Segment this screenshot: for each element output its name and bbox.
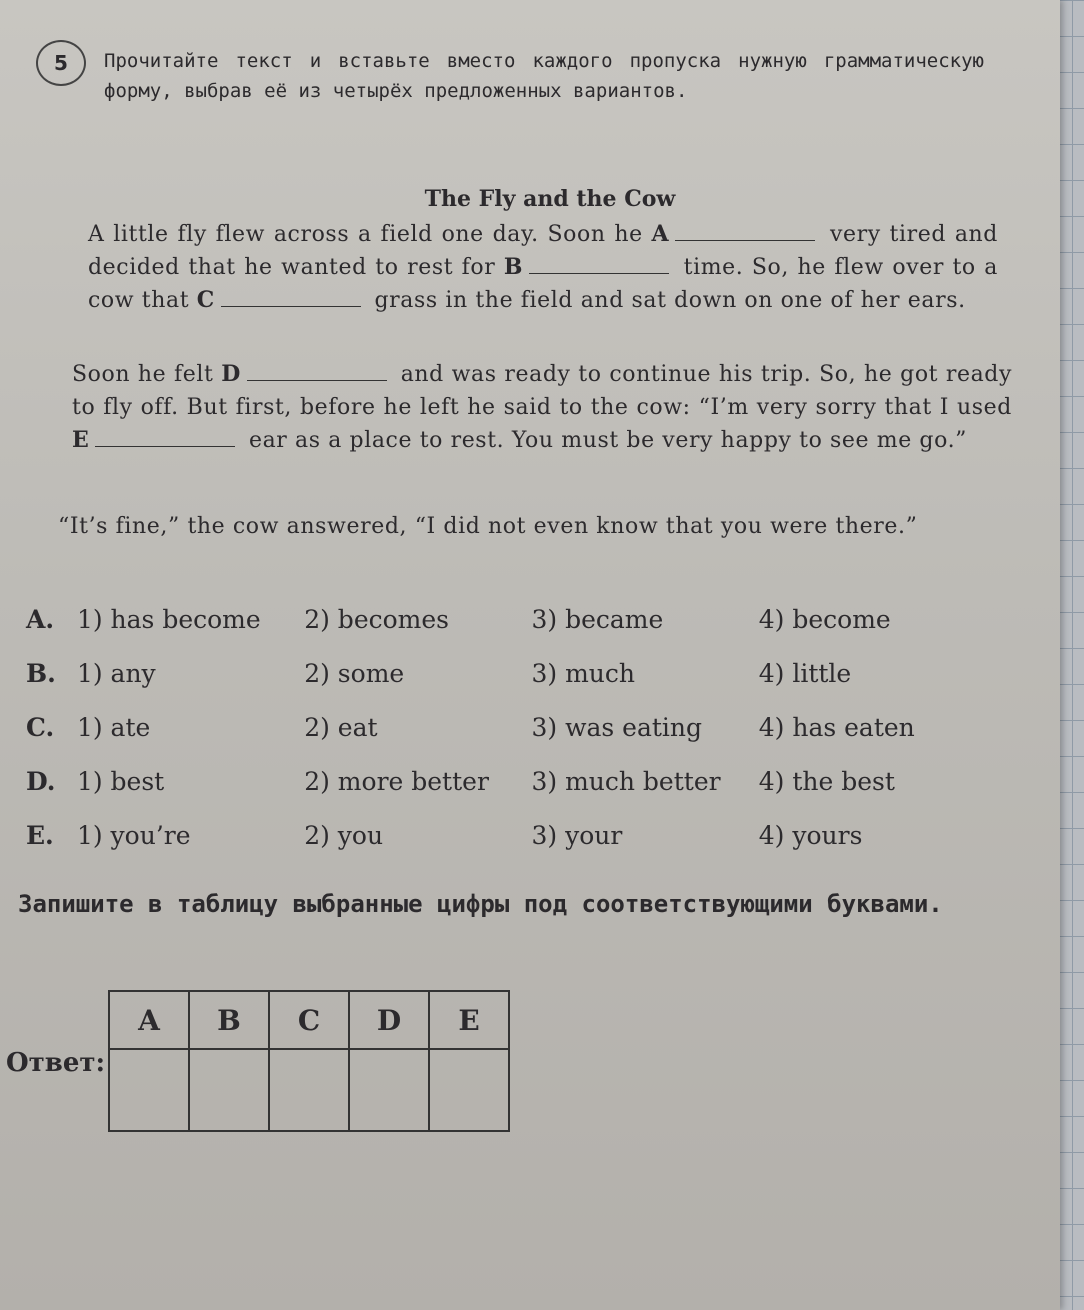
option-choice[interactable]: 4) the best bbox=[758, 766, 895, 796]
gap-label-d: D bbox=[221, 361, 241, 387]
option-row-a bbox=[26, 592, 986, 646]
answer-column-b: B bbox=[189, 991, 269, 1049]
answer-cell-c[interactable] bbox=[269, 1049, 349, 1131]
answer-options bbox=[26, 592, 986, 862]
option-row-c bbox=[26, 700, 986, 754]
option-choice[interactable]: 2) becomes bbox=[304, 604, 449, 634]
option-choice[interactable]: 1) has become bbox=[76, 604, 261, 634]
p1-text-3: time. So, he flew over to a cow that bbox=[88, 255, 998, 313]
gap-b-blank[interactable] bbox=[529, 251, 669, 274]
gap-e-blank[interactable] bbox=[95, 424, 235, 447]
p2-text-3: ear as a place to rest. You must be very happy to see me go.” bbox=[248, 428, 968, 453]
option-choice[interactable]: 3) much bbox=[531, 658, 635, 688]
task-instruction: Прочитайте текст и вставьте вместо каждого пропуска нужную грамматическую форму, выбрав её из четырёх предложенных вариантов. bbox=[104, 50, 984, 102]
answer-column-c: C bbox=[269, 991, 349, 1049]
option-choice[interactable]: 3) was eating bbox=[531, 712, 703, 742]
answer-cell-d[interactable] bbox=[349, 1049, 429, 1131]
option-letter: E. bbox=[26, 820, 54, 850]
p2-text-2: and was ready to continue his trip. So, he got ready to fly off. But first, before he left he said to the cow: “I’m very sorry that I used bbox=[72, 362, 1013, 420]
answer-column-e: E bbox=[429, 991, 509, 1049]
answer-table-header bbox=[109, 991, 509, 1049]
gap-label-c: C bbox=[196, 287, 215, 313]
gap-label-e: E bbox=[72, 427, 90, 453]
option-choice[interactable]: 1) ate bbox=[76, 712, 151, 742]
option-choice[interactable]: 3) became bbox=[531, 604, 664, 634]
answer-column-d: D bbox=[349, 991, 429, 1049]
story-title: The Fly and the Cow bbox=[424, 186, 676, 212]
answer-label: Ответ: bbox=[6, 1048, 106, 1078]
option-choice[interactable]: 2) some bbox=[304, 658, 405, 688]
gap-label-a: A bbox=[651, 221, 670, 247]
option-choice[interactable]: 4) become bbox=[758, 604, 891, 634]
option-choice[interactable]: 2) more better bbox=[304, 766, 489, 796]
answer-cell-b[interactable] bbox=[189, 1049, 269, 1131]
table-instruction: Запишите в таблицу выбранные цифры под соответствующими буквами. bbox=[18, 890, 943, 918]
option-letter: B. bbox=[26, 658, 56, 688]
option-choice[interactable]: 4) little bbox=[758, 658, 852, 688]
story-paragraph-1 bbox=[88, 218, 998, 317]
answer-cell-e[interactable] bbox=[429, 1049, 509, 1131]
option-choice[interactable]: 2) you bbox=[304, 820, 384, 850]
option-choice[interactable]: 3) your bbox=[531, 820, 623, 850]
option-letter: A. bbox=[26, 604, 55, 634]
answer-table-row bbox=[109, 1049, 509, 1131]
option-choice[interactable]: 1) you’re bbox=[76, 820, 191, 850]
p1-text-2: very tired and decided that he wanted to rest for bbox=[88, 222, 998, 280]
answer-table bbox=[108, 990, 510, 1132]
option-row-b bbox=[26, 646, 986, 700]
option-row-d bbox=[26, 754, 986, 808]
story-paragraph-3: “It’s fine,” the cow answered, “I did not even know that you were there.” bbox=[58, 514, 918, 539]
gap-d-blank[interactable] bbox=[247, 358, 387, 381]
option-letter: C. bbox=[26, 712, 55, 742]
task-number-badge: 5 bbox=[36, 40, 86, 86]
option-choice[interactable]: 4) yours bbox=[758, 820, 863, 850]
answer-column-a: A bbox=[109, 991, 189, 1049]
gap-label-b: B bbox=[503, 254, 524, 280]
gap-c-blank[interactable] bbox=[221, 284, 361, 307]
p1-text-4: grass in the field and sat down on one of her ears. bbox=[374, 288, 966, 313]
option-choice[interactable]: 4) has eaten bbox=[758, 712, 915, 742]
p2-text-1: Soon he felt bbox=[72, 362, 214, 387]
p1-text-1: A little fly flew across a field one day. Soon he bbox=[88, 222, 643, 247]
option-choice[interactable]: 1) best bbox=[76, 766, 165, 796]
option-choice[interactable]: 2) eat bbox=[304, 712, 378, 742]
gap-a-blank[interactable] bbox=[675, 218, 815, 241]
option-choice[interactable]: 3) much better bbox=[531, 766, 721, 796]
option-letter: D. bbox=[26, 766, 56, 796]
option-choice[interactable]: 1) any bbox=[76, 658, 156, 688]
story-paragraph-2 bbox=[72, 358, 1012, 457]
option-row-e bbox=[26, 808, 986, 862]
answer-cell-a[interactable] bbox=[109, 1049, 189, 1131]
